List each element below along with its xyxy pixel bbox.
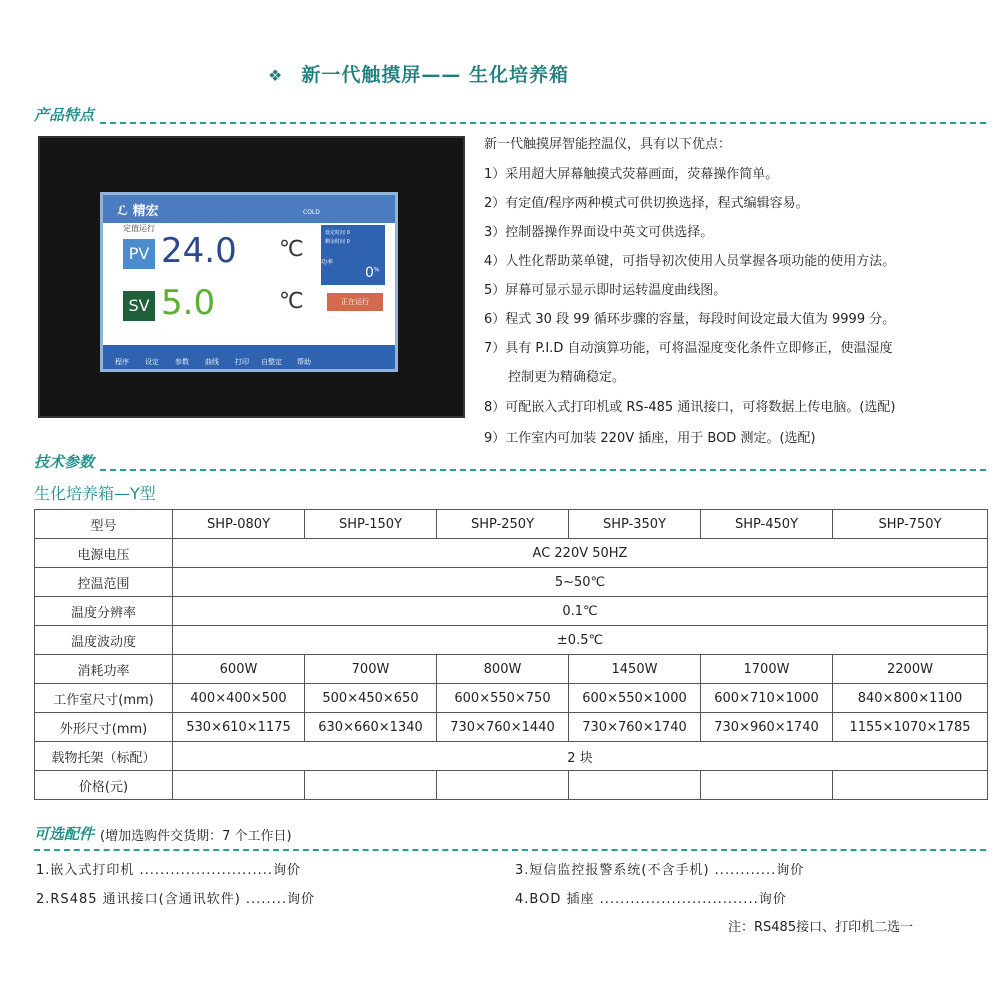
table-cell: 530×610×1175 [173, 713, 305, 742]
page-title: ❖ 新一代触摸屏—— 生化培养箱 [268, 64, 569, 86]
feature-item-continued: 控制更为精确稳定。 [508, 370, 626, 385]
table-row [35, 510, 988, 539]
diamond-icon: ❖ [268, 66, 284, 85]
row-label: 型号 [35, 510, 173, 539]
table-cell: 730×760×1740 [569, 713, 701, 742]
table-cell: 630×660×1340 [305, 713, 437, 742]
row-label: 温度波动度 [35, 626, 173, 655]
row-label: 电源电压 [35, 539, 173, 568]
model-series-title: 生化培养箱—Y型 [34, 484, 156, 503]
table-cell: ±0.5℃ [173, 626, 988, 655]
pv-unit: ℃ [279, 237, 304, 262]
power-value: 0% [365, 265, 380, 281]
table-cell: 600×550×1000 [569, 684, 701, 713]
optional-lead-time-note: (增加选购件交货期：7 个工作日) [100, 829, 292, 844]
feature-item: 9）工作室内可加装 220V 插座，用于 BOD 测定。(选配) [484, 431, 816, 446]
specs-divider [100, 469, 986, 471]
table-row [35, 655, 988, 684]
sv-label: SV [123, 291, 155, 321]
table-cell: 1700W [701, 655, 833, 684]
row-label: 消耗功率 [35, 655, 173, 684]
optional-divider [34, 849, 986, 851]
nav-autotune[interactable]: 自整定 [261, 358, 282, 366]
table-cell [569, 771, 701, 800]
table-cell [437, 771, 569, 800]
model-cell: SHP-150Y [305, 510, 437, 539]
table-cell: 730×760×1440 [437, 713, 569, 742]
cold-indicator: COLD [303, 209, 320, 216]
feature-item: 5）屏幕可显示显示即时运转温度曲线图。 [484, 283, 727, 298]
features-section-label: 产品特点 [34, 106, 95, 124]
optional-section-label: 可选配件 [34, 825, 95, 843]
feature-item: 7）具有 P.I.D 自动演算功能，可将温湿度变化条件立即修正，使温湿度 [484, 341, 893, 356]
nav-curve[interactable]: 曲线 [205, 358, 219, 366]
nav-program[interactable]: 程序 [115, 358, 129, 366]
features-intro: 新一代触摸屏智能控温仪，具有以下优点： [484, 137, 732, 152]
table-cell: 1450W [569, 655, 701, 684]
table-row [35, 626, 988, 655]
sv-value: 5.0 [161, 283, 216, 323]
table-cell: 840×800×1100 [833, 684, 988, 713]
table-cell: 600×710×1000 [701, 684, 833, 713]
table-cell [305, 771, 437, 800]
table-row [35, 539, 988, 568]
feature-item: 3）控制器操作界面设中英文可供选择。 [484, 225, 714, 240]
feature-item: 8）可配嵌入式打印机或 RS-485 通讯接口，可将数据上传电脑。(选配) [484, 400, 896, 415]
table-cell [833, 771, 988, 800]
features-divider [100, 122, 986, 124]
sv-unit: ℃ [279, 289, 304, 314]
feature-item: 2）有定值/程序两种模式可供切换选择，程式编辑容易。 [484, 196, 809, 211]
nav-setting[interactable]: 设定 [145, 358, 159, 366]
row-label: 价格(元) [35, 771, 173, 800]
model-cell: SHP-450Y [701, 510, 833, 539]
remain-time: 剩余时间 0 [325, 239, 350, 245]
table-cell: 600×550×750 [437, 684, 569, 713]
running-button[interactable]: 正在运行 [327, 293, 383, 311]
table-cell: 600W [173, 655, 305, 684]
table-row [35, 713, 988, 742]
screen-nav-bar [103, 345, 395, 490]
row-label: 温度分辨率 [35, 597, 173, 626]
table-row [35, 771, 988, 800]
table-cell: 5~50℃ [173, 568, 988, 597]
pv-label: PV [123, 239, 155, 269]
row-label: 工作室尺寸(mm) [35, 684, 173, 713]
table-cell: 1155×1070×1785 [833, 713, 988, 742]
nav-help[interactable]: 帮助 [297, 358, 311, 366]
table-cell: 0.1℃ [173, 597, 988, 626]
screen-header [103, 195, 395, 223]
row-label: 外形尺寸(mm) [35, 713, 173, 742]
optional-item: 1.嵌入式打印机 ..........................询价 [36, 863, 301, 878]
nav-parameter[interactable]: 参数 [175, 358, 189, 366]
screen-date: 2015-09-17 08:54:48 [343, 478, 373, 490]
optional-footnote: 注：RS485接口、打印机二选一 [728, 920, 914, 935]
set-time: 设定时间 0 [325, 230, 350, 236]
optional-item: 4.BOD 插座 ...............................询价 [515, 892, 787, 907]
table-row [35, 568, 988, 597]
model-cell: SHP-250Y [437, 510, 569, 539]
nav-print[interactable]: 打印 [235, 358, 249, 366]
table-row [35, 742, 988, 771]
row-label: 载物托架（标配） [35, 742, 173, 771]
model-cell: SHP-350Y [569, 510, 701, 539]
table-row [35, 684, 988, 713]
pv-value: 24.0 [161, 231, 237, 271]
feature-item: 6）程式 30 段 99 循环步骤的容量，每段时间设定最大值为 9999 分。 [484, 312, 896, 327]
controller-screen [100, 192, 398, 490]
table-cell: 730×960×1740 [701, 713, 833, 742]
power-label: 功率 [321, 259, 334, 266]
table-row [35, 597, 988, 626]
mode-text: 定值运行 [123, 224, 155, 233]
table-cell: 400×400×500 [173, 684, 305, 713]
table-cell: 2 块 [173, 742, 988, 771]
model-cell: SHP-080Y [173, 510, 305, 539]
spec-table [34, 509, 988, 800]
table-cell [701, 771, 833, 800]
optional-item: 2.RS485 通讯接口(含通讯软件) ........询价 [36, 892, 315, 907]
table-cell: AC 220V 50HZ [173, 539, 988, 568]
table-cell: 2200W [833, 655, 988, 684]
table-cell: 800W [437, 655, 569, 684]
specs-section-label: 技术参数 [34, 453, 95, 471]
row-label: 控温范围 [35, 568, 173, 597]
table-cell: 700W [305, 655, 437, 684]
optional-item: 3.短信监控报警系统(不含手机) ............询价 [515, 863, 805, 878]
feature-item: 1）采用超大屏幕触摸式荧幕画面，荧幕操作简单。 [484, 167, 779, 182]
feature-item: 4）人性化帮助菜单键，可指导初次使用人员掌握各项功能的使用方法。 [484, 254, 896, 269]
screen-logo: ℒ 精宏 [117, 204, 159, 219]
model-cell: SHP-750Y [833, 510, 988, 539]
table-cell [173, 771, 305, 800]
table-cell: 500×450×650 [305, 684, 437, 713]
